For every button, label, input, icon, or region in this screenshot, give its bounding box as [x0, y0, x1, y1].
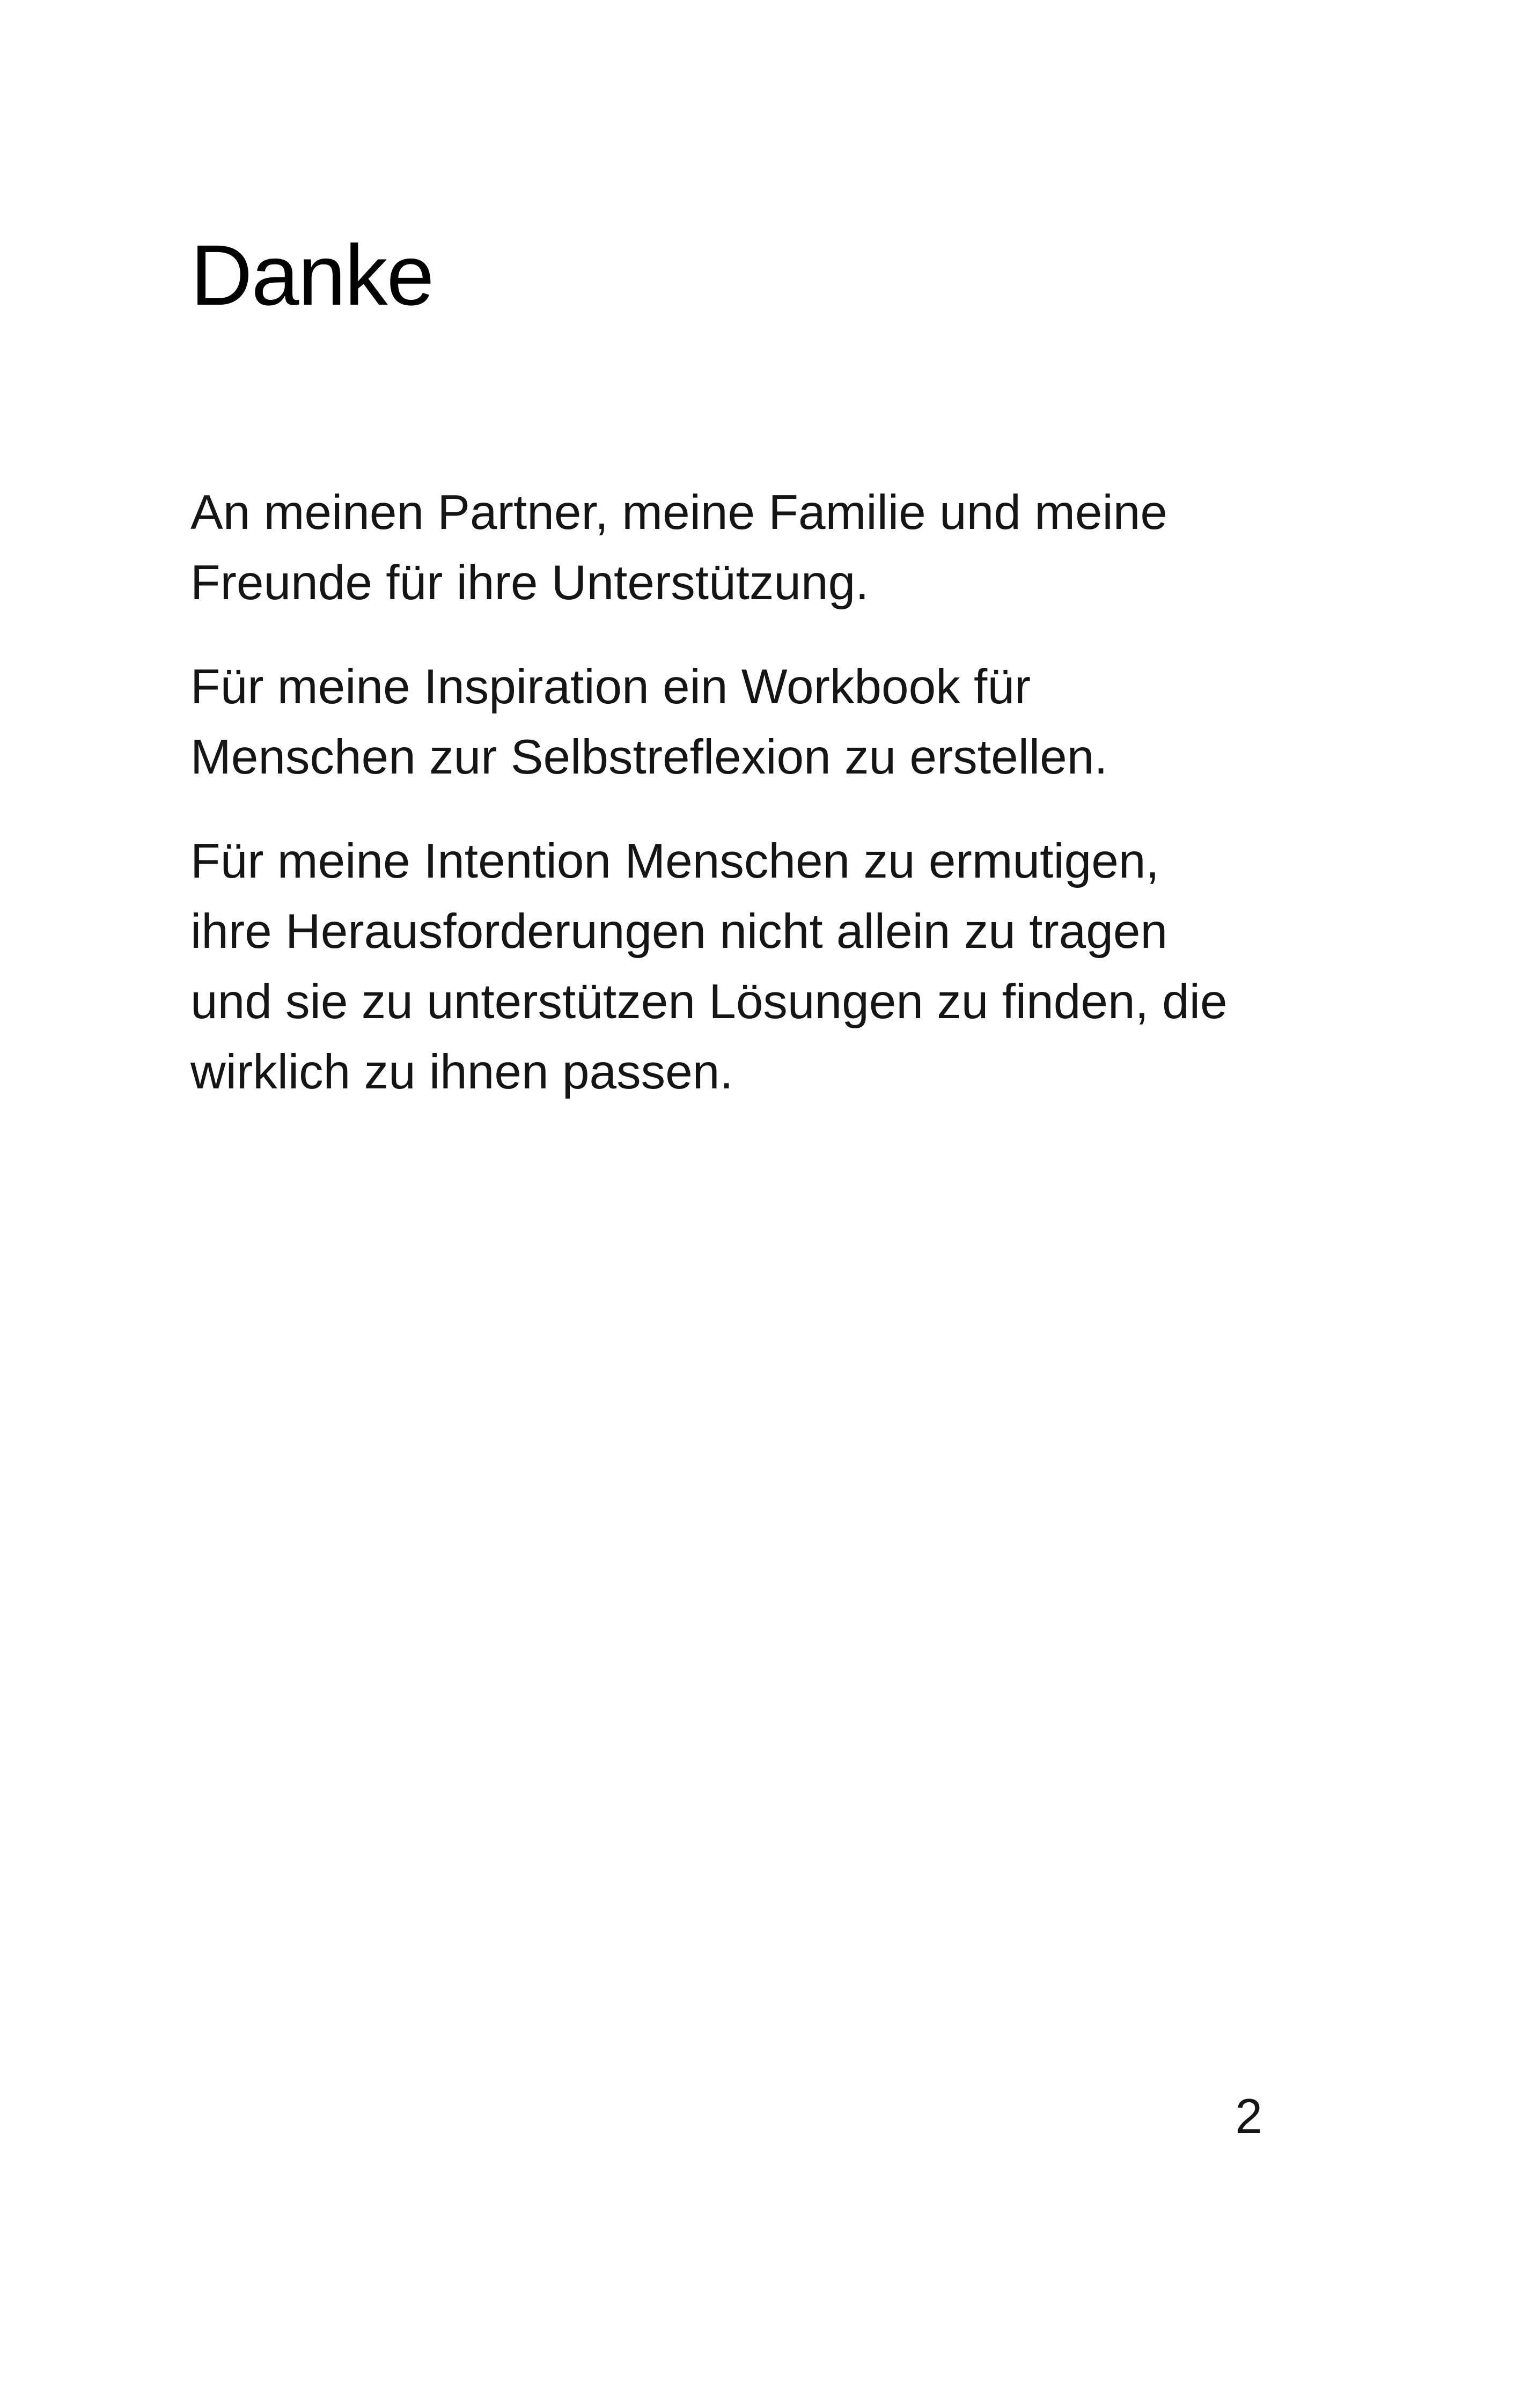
page-title: Danke — [190, 227, 433, 323]
text-line: wirklich zu ihnen passen. — [190, 1045, 733, 1099]
text-line: und sie zu unterstützen Lösungen zu finden, die — [190, 975, 1228, 1029]
text-line: Für meine Intention Menschen zu ermutigen, — [190, 834, 1159, 888]
paragraph-intention — [190, 826, 1296, 1107]
text-line: ihre Herausforderungen nicht allein zu tragen — [190, 904, 1168, 959]
text-line: Menschen zur Selbstreflexion zu erstellen. — [190, 730, 1108, 784]
text-line: An meinen Partner, meine Familie und meine — [190, 485, 1167, 540]
text-line: Für meine Inspiration ein Workbook für — [190, 660, 1031, 714]
paragraph-inspiration — [190, 652, 1296, 792]
page-number: 2 — [1235, 2089, 1262, 2144]
paragraph-partner-family-friends — [190, 477, 1296, 618]
acknowledgements-text — [190, 477, 1296, 1141]
text-line: Freunde für ihre Unterstützung. — [190, 556, 869, 610]
